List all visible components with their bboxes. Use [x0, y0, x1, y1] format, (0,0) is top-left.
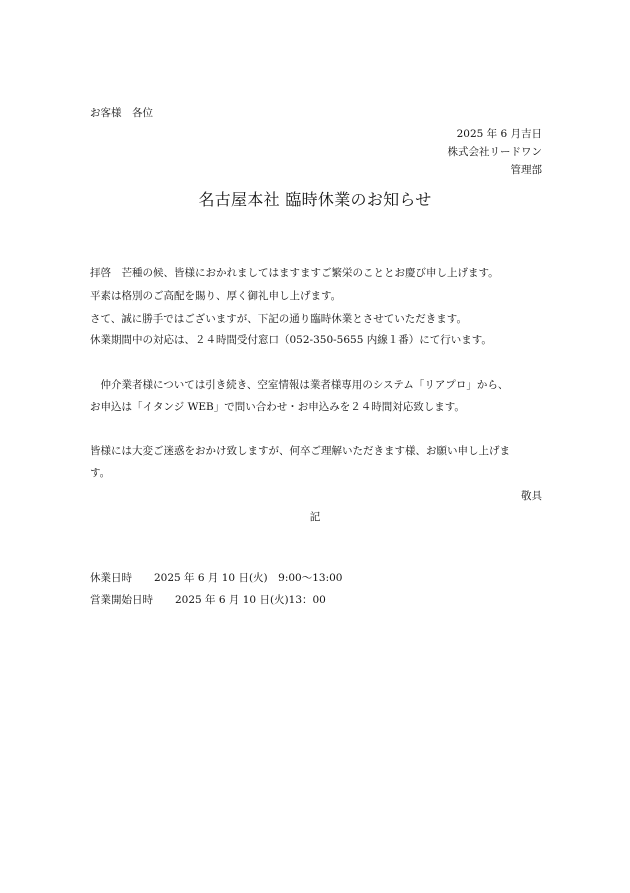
page-title: 名古屋本社 臨時休業のお知らせ	[198, 190, 432, 209]
closing-keigu: 敬具	[521, 490, 542, 502]
body-line: 仲介業者様については引き続き、空室情報は業者様専用のシステム「リアプロ」から、	[90, 379, 509, 391]
body-line: 平素は格別のご高配を賜り、厚く御礼申し上げます。	[90, 290, 342, 302]
body-line: す。	[90, 467, 111, 479]
ki-heading: 記	[309, 511, 321, 523]
closed-value: 2025 年 6 月 10 日(火) 9:00～13:00	[154, 572, 343, 584]
body-line: さて、誠に勝手ではございますが、下記の通り臨時休業とさせていただきます。	[90, 313, 467, 325]
body-line: 休業期間中の対応は、２４時間受付窓口（052-350-5655 内線１番）にて行います。	[90, 334, 492, 346]
body-line: お申込は「イタンジ WEB」で問い合わせ・お申込みを２４時間対応致します。	[90, 401, 465, 413]
date-line: 2025 年 6 月吉日	[456, 128, 542, 140]
reopen-datetime-row	[90, 593, 326, 607]
body-line: 拝啓 芒種の候、皆様におかれましてはますますご繁栄のこととお慶び申し上げます。	[90, 267, 499, 279]
body-line: 皆様には大変ご迷惑をおかけ致しますが、何卒ご理解いただきます様、お願い申し上げま	[90, 445, 510, 457]
reopen-label: 営業開始日時	[90, 594, 153, 606]
closed-datetime-row	[90, 571, 342, 585]
company-name: 株式会社リードワン	[447, 146, 542, 158]
recipient-line: お客様 各位	[90, 107, 153, 119]
reopen-value: 2025 年 6 月 10 日(火)13：00	[175, 594, 326, 606]
closed-label: 休業日時	[90, 572, 132, 584]
department-name: 管理部	[510, 164, 542, 176]
